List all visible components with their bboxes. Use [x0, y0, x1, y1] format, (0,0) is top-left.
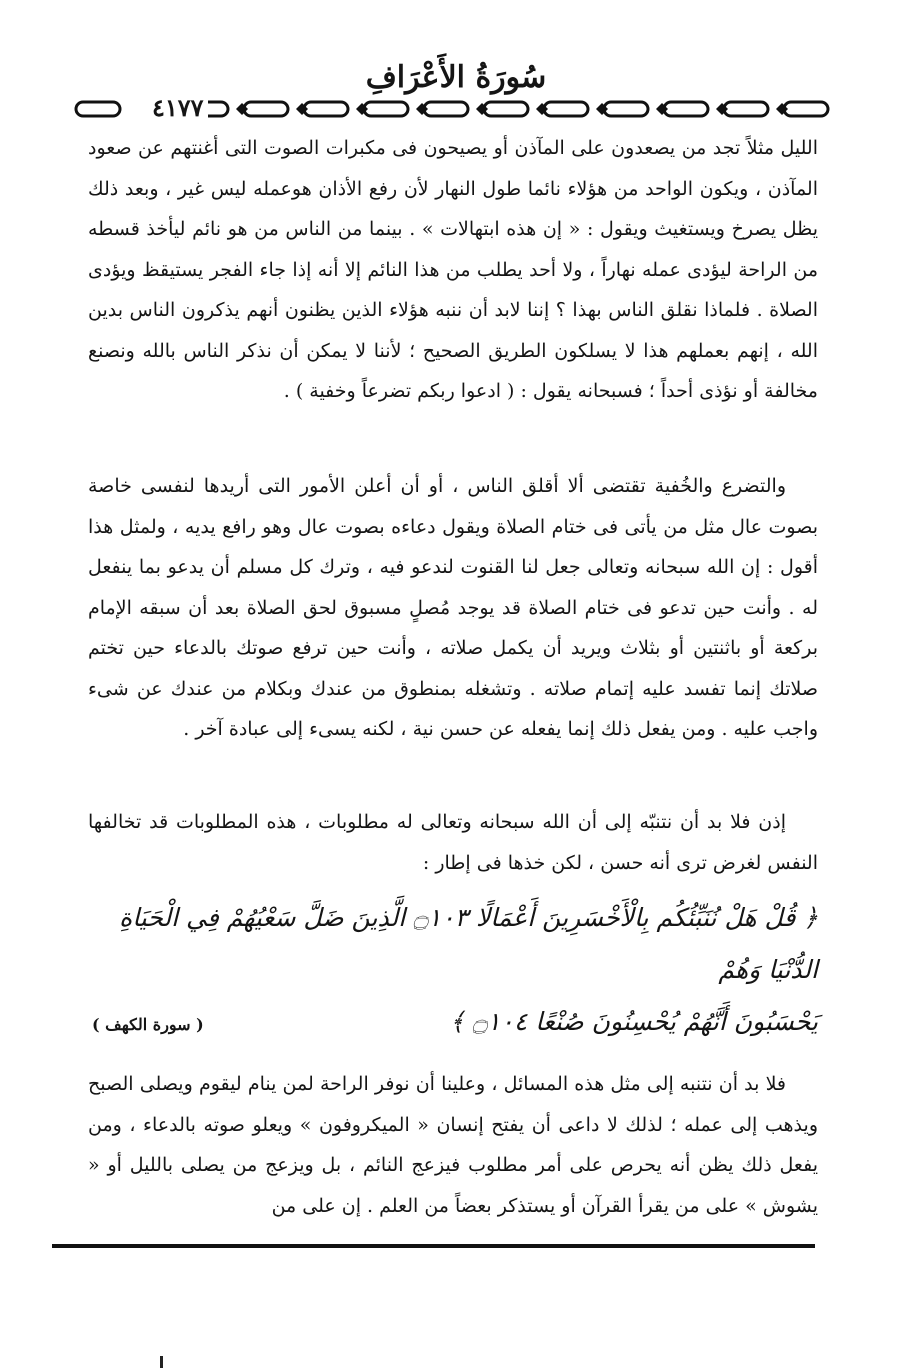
- surah-title: سُورَةُ الأَعْرَافِ: [365, 60, 547, 95]
- paragraph-3: إذن فلا بد أن نتنبّه إلى أن الله سبحانه وتعالى له مطلوبات ، هذه المطلوبات قد تخالفها النفس لغرض ترى أنه حسن ، لكن خذها فى إطار :: [88, 811, 818, 874]
- surah-reference: ( سورة الكهف ): [92, 1015, 204, 1034]
- footer-mark: [160, 1356, 163, 1368]
- page-number: ٤١٧٧: [148, 92, 208, 124]
- bottom-rule: [52, 1244, 815, 1248]
- paragraph-1: الليل مثلاً تجد من يصعدون على المآذن أو يصيحون فى مكبرات الصوت التى أغنتهم عن صعود المآذن ، ويكون الواحد من هؤلاء نائما طول النهار لأن رفع الأذان هوعمله ليس غير ، وبعد ذلك يظل يصرخ ويستغيث ويقول : « إن هذه ابتهالات » . بينما من الناس من هو نائم ليأخذ قسطه من الراحة ليؤدى عمله نهاراً ، ولا أحد يطلب من هذا النائم إلا أنه إذا جاء الفجر يستيقظ ويؤدى الصلاة . فلماذا نقلق الناس بهذا ؟ إننا لابد أن ننبه هؤلاء الذين يظنون أنهم يذكرون الناس بدين الله ، إنهم بعملهم هذا لا يسلكون الطريق الصحيح ؛ لأننا لا يمكن أن نذكر الناس بالله ونصنع مخالفة أو نؤذى أحداً ؛ فسبحانه يقول : ( ادعوا ربكم تضرعاً وخفية ) .: [88, 137, 818, 402]
- paragraph-4: فلا بد أن نتنبه إلى مثل هذه المسائل ، وعلينا أن نوفر الراحة لمن ينام ليقوم ويصلى الصبح ويذهب إلى عمله ؛ لذلك لا داعى أن يفتح إنسان « الميكروفون » ويعلو صوته بالدعاء ، ومن يفعل ذلك يظن أنه يحرص على أمر مطلوب فيزعج النائم ، بل ويزعج من يصلى بالليل أو « يشوش » على من يقرأ القرآن أو يستذكر بعضاً من العلم . إن على من: [88, 1073, 818, 1217]
- paragraph-2: والتضرع والخُفية تقتضى ألا أقلق الناس ، أو أن أعلن الأمور التى أريدها لنفسى خاصة بصوت عال مثل من يأتى فى ختام الصلاة ويقول دعاءه بصوت عال وهو رافع يديه ، ولمثل هذا أقول : إن الله سبحانه وتعالى جعل لنا القنوت لندعو فيه ، وترك كل مسلم أن يدعو بما ينفعل له . وأنت حين تدعو فى ختام الصلاة قد يوجد مُصلٍ مسبوق لحق الصلاة بعد أن سبقه الإمام بركعة أو باثنتين أو بثلاث ويريد أن يكمل صلاته ، وأنت حين ترفع صوتك بالدعاء حين تختم صلاتك إنما تفسد عليه إتمام صلاته . وتشغله بمنطوق من عندك وبكلام من عندك عن شىء واجب عليه . ومن يفعل ذلك إنما يفعله عن حسن نية ، لكنه يسىء إلى عبادة آخر .: [88, 475, 818, 740]
- verse-line-1: ﴿ قُلْ هَلْ نُنَبِّئُكُم بِالْأَخْسَرِينَ أَعْمَالًا ۝١٠٣ الَّذِينَ ضَلَّ سَعْيُهُمْ فِي الْحَيَاةِ الدُّنْيَا وَهُمْ: [119, 903, 818, 984]
- verse-line-2: يَحْسَبُونَ أَنَّهُمْ يُحْسِنُونَ صُنْعًا ۝١٠٤ ﴾: [449, 1007, 818, 1036]
